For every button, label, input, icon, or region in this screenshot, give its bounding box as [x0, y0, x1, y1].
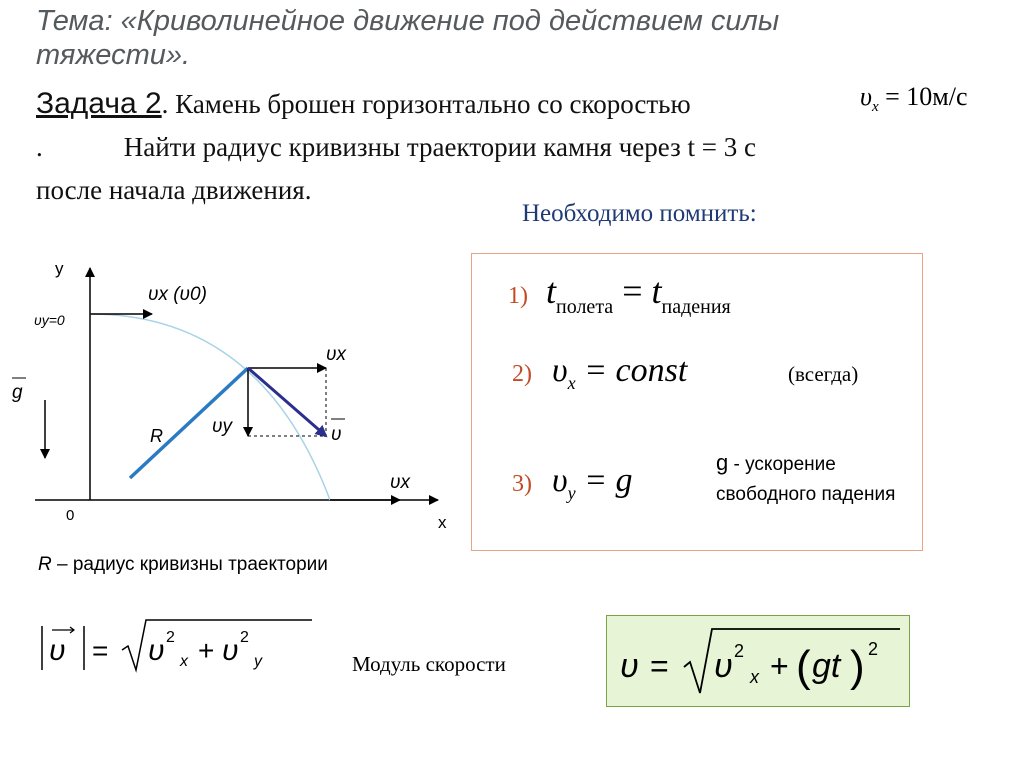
g-label: g — [12, 382, 23, 403]
formula-3: 3) $\upsilon_y = g$ — [512, 462, 633, 503]
svg-text:gt: gt — [812, 647, 841, 685]
v0-label: υx (υ0) — [148, 284, 207, 305]
task-line-2: . Найти радиус кривизны траектории камня через t = 3 с — [36, 132, 756, 162]
g-description: g - ускорение свободного падения — [716, 450, 896, 505]
svg-text:υ: υ — [222, 634, 239, 667]
module-formula-general — [36, 612, 316, 682]
svg-text:+: + — [770, 648, 789, 684]
vy0-label: υy=0 — [34, 312, 65, 328]
given-velocity: $\upsilon_x = 10м/с$ — [860, 82, 968, 116]
task-line-3: после начала движения. — [36, 175, 312, 205]
vx-mid-label: υx — [326, 344, 346, 365]
svg-text:2: 2 — [868, 639, 879, 659]
velocity-arrow — [248, 368, 326, 436]
svg-text:+: + — [198, 635, 215, 666]
task-label: Задача 2 — [36, 87, 162, 120]
svg-text:υ: υ — [49, 634, 66, 667]
formula-1: 1) $t_{полета} = t_{падения}$ — [508, 271, 731, 318]
module-formula-result — [606, 615, 910, 707]
x-axis-label: x — [438, 513, 447, 532]
svg-text:υ: υ — [620, 647, 639, 685]
svg-text:υ: υ — [714, 647, 733, 685]
v-label: υ — [331, 424, 342, 445]
slide-title: Тема: «Криволинейное движение под действием силы тяжести». — [36, 5, 780, 71]
origin-label: 0 — [66, 507, 75, 524]
always-note: (всегда) — [788, 362, 859, 386]
svg-text:x: x — [180, 653, 188, 670]
radius-caption: R – радиус кривизны траектории — [38, 554, 328, 575]
svg-text:2: 2 — [166, 629, 175, 646]
vy-mid-label: υy — [212, 416, 232, 437]
task-line-1: . Камень брошен горизонтально со скоростью — [161, 89, 691, 119]
svg-text:y: y — [254, 653, 262, 670]
formula-2: 2) $\upsilon_x$ = const — [512, 352, 688, 393]
svg-text:2: 2 — [734, 641, 745, 661]
svg-text:): ) — [850, 642, 865, 691]
svg-text:=: = — [92, 635, 109, 666]
svg-text:x: x — [750, 667, 759, 687]
module-caption: Модуль скорости — [352, 652, 506, 676]
vx-bottom-label: υx — [390, 472, 410, 493]
r-label: R — [150, 426, 163, 446]
remember-heading: Необходимо помнить: — [522, 200, 757, 227]
task-text — [36, 82, 996, 212]
svg-text:=: = — [650, 648, 669, 684]
svg-text:υ: υ — [148, 634, 165, 667]
svg-text:2: 2 — [240, 629, 249, 646]
trajectory-diagram — [0, 250, 470, 550]
svg-text:(: ( — [796, 642, 811, 691]
y-axis-label: y — [55, 259, 64, 278]
